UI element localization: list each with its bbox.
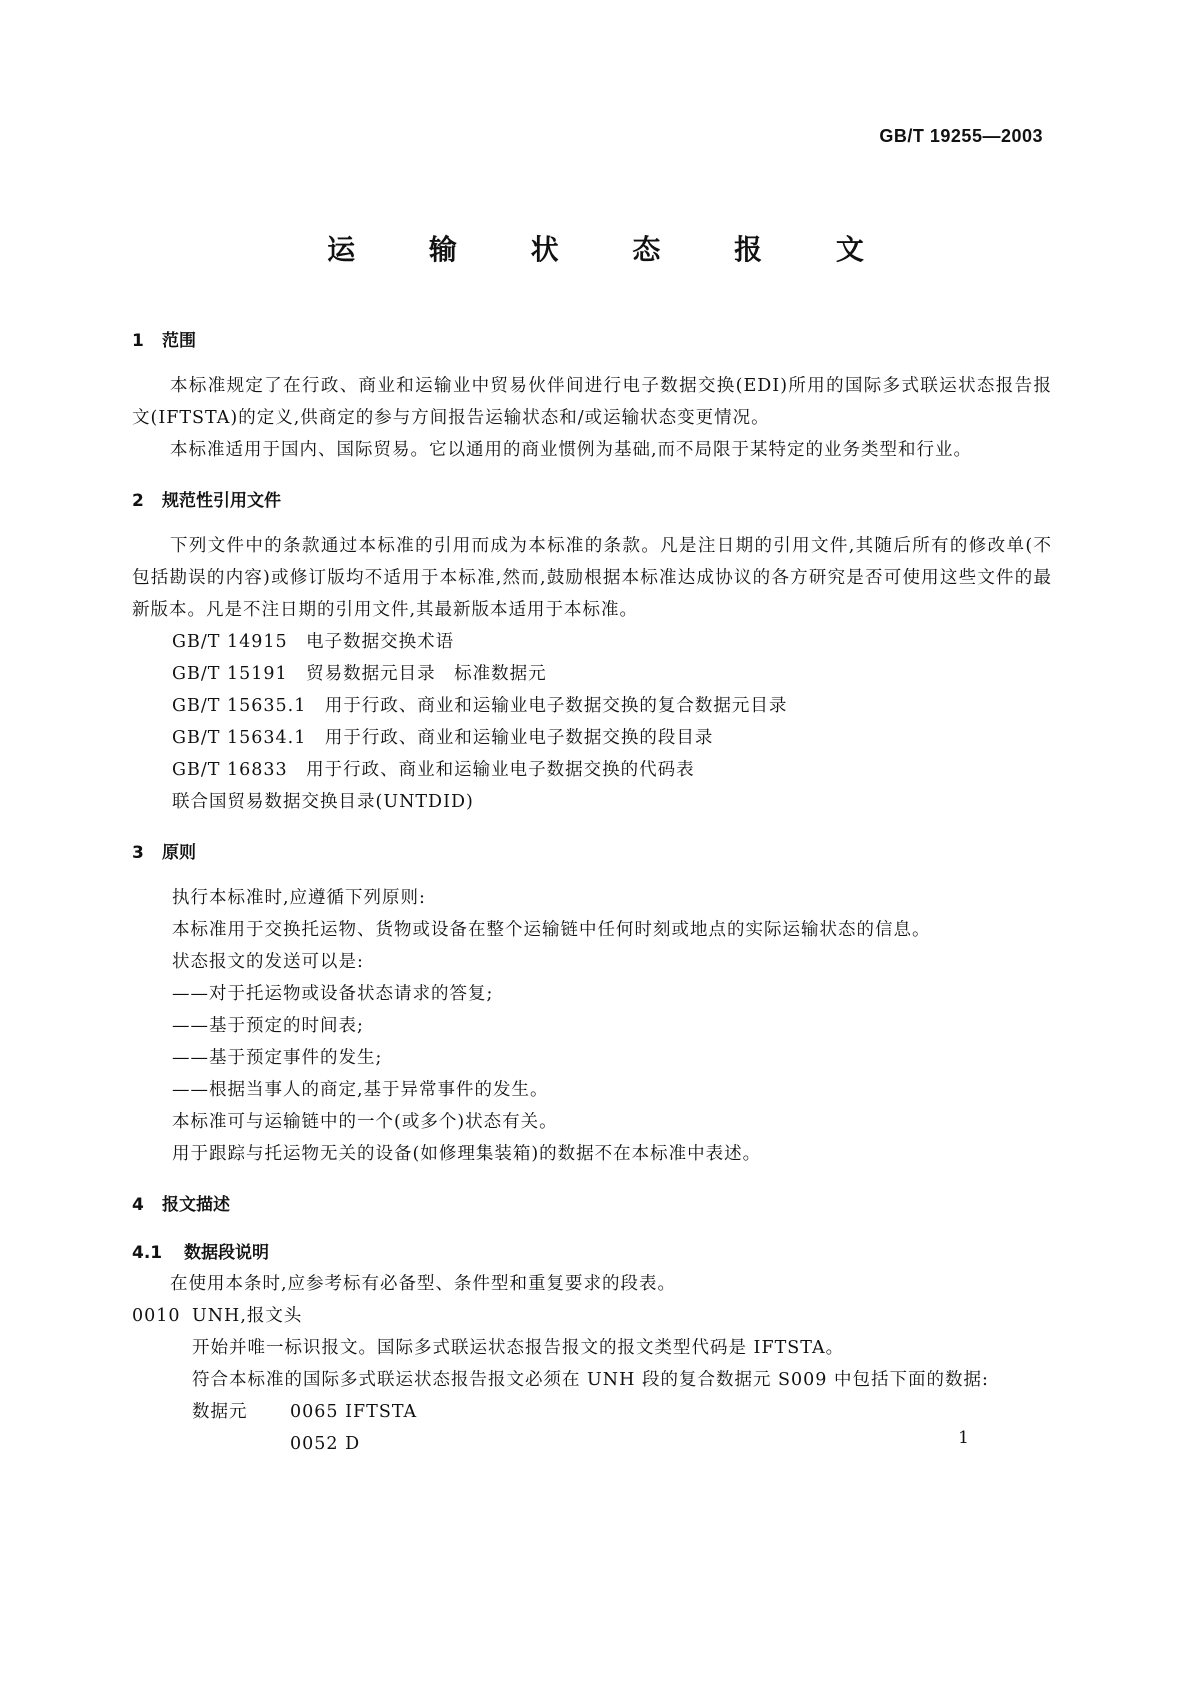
- principle-line: 用于跟踪与托运物无关的设备(如修理集装箱)的数据不在本标准中表述。: [172, 1144, 762, 1164]
- reference-item: 联合国贸易数据交换目录(UNTDID): [172, 792, 474, 812]
- paragraph: 本标准规定了在行政、商业和运输业中贸易伙伴间进行电子数据交换(EDI)所用的国际多式联运状态报告报文(IFTSTA)的定义,供商定的参与方间报告运输状态和/或运输状态变更情况。: [132, 376, 1052, 428]
- subsection-title: 数据段说明: [184, 1243, 269, 1263]
- section-number: 4: [132, 1195, 144, 1215]
- segment-description: [132, 1332, 1052, 1396]
- principle-line: 本标准可与运输链中的一个(或多个)状态有关。: [172, 1112, 558, 1132]
- principle-line: 状态报文的发送可以是:: [172, 952, 364, 972]
- section-number: 3: [132, 843, 144, 863]
- data-element-value: 0065 IFTSTA: [290, 1402, 418, 1422]
- data-element-label: 数据元: [192, 1402, 248, 1422]
- dash-item: ——基于预定事件的发生;: [172, 1048, 383, 1068]
- reference-item: GB/T 15635.1 用于行政、商业和运输业电子数据交换的复合数据元目录: [172, 696, 788, 716]
- segment-header: [132, 1300, 1052, 1332]
- paragraph: 开始并唯一标识报文。国际多式联运状态报告报文的报文类型代码是 IFTSTA。: [192, 1338, 845, 1358]
- paragraph: 符合本标准的国际多式联运状态报告报文必须在 UNH 段的复合数据元 S009 中包括下面的数据:: [192, 1370, 989, 1390]
- section-title: 范围: [162, 331, 196, 351]
- section-title: 规范性引用文件: [162, 491, 281, 511]
- section-number: 1: [132, 331, 144, 351]
- document-title: 运 输 状 态 报 文: [327, 233, 896, 266]
- section-title: 报文描述: [162, 1195, 230, 1215]
- principle-line: 本标准用于交换托运物、货物或设备在整个运输链中任何时刻或地点的实际运输状态的信息。: [172, 920, 931, 940]
- data-element-value: 0052 D: [290, 1434, 361, 1454]
- reference-item: GB/T 16833 用于行政、商业和运输业电子数据交换的代码表: [172, 760, 695, 780]
- subsection-4-1-heading: [132, 1238, 1052, 1268]
- section-number: 2: [132, 491, 144, 511]
- paragraph: 下列文件中的条款通过本标准的引用而成为本标准的条款。凡是注日期的引用文件,其随后所有的修改单(不包括勘误的内容)或修订版均不适用于本标准,然而,鼓励根据本标准达成协议的各方研究是否可使用这些文件的最新版本。凡是不注日期的引用文件,其最新版本适用于本标准。: [132, 536, 1052, 620]
- reference-list: [132, 626, 1052, 818]
- dash-item: ——基于预定的时间表;: [172, 1016, 364, 1036]
- dash-item: ——根据当事人的商定,基于异常事件的发生。: [172, 1080, 549, 1100]
- reference-item: GB/T 15191 贸易数据元目录 标准数据元: [172, 664, 547, 684]
- section-1-heading: [132, 326, 1052, 356]
- data-element-row: [132, 1396, 1052, 1428]
- standard-code: GB/T 19255—2003: [879, 126, 1043, 146]
- data-element-label-spacer: [192, 1428, 290, 1460]
- reference-item: GB/T 15634.1 用于行政、商业和运输业电子数据交换的段目录: [172, 728, 714, 748]
- subsection-number: 4.1: [132, 1243, 163, 1263]
- section-4-heading: [132, 1190, 1052, 1220]
- segment-name: UNH,报文头: [192, 1306, 303, 1326]
- section-title: 原则: [162, 843, 196, 863]
- data-element-row: [132, 1428, 1052, 1460]
- reference-item: GB/T 14915 电子数据交换术语: [172, 632, 455, 652]
- dash-item: ——对于托运物或设备状态请求的答复;: [172, 984, 494, 1004]
- paragraph: 本标准适用于国内、国际贸易。它以通用的商业惯例为基础,而不局限于某特定的业务类型和行业。: [170, 440, 973, 460]
- section-2-heading: [132, 486, 1052, 516]
- principles-list: [132, 882, 1052, 1170]
- principle-line: 执行本标准时,应遵循下列原则:: [172, 888, 426, 908]
- document-body: [132, 326, 1052, 1460]
- paragraph: 在使用本条时,应参考标有必备型、条件型和重复要求的段表。: [170, 1274, 677, 1294]
- segment-code: 0010: [132, 1306, 181, 1326]
- page-number: 1: [958, 1428, 969, 1448]
- section-3-heading: [132, 838, 1052, 868]
